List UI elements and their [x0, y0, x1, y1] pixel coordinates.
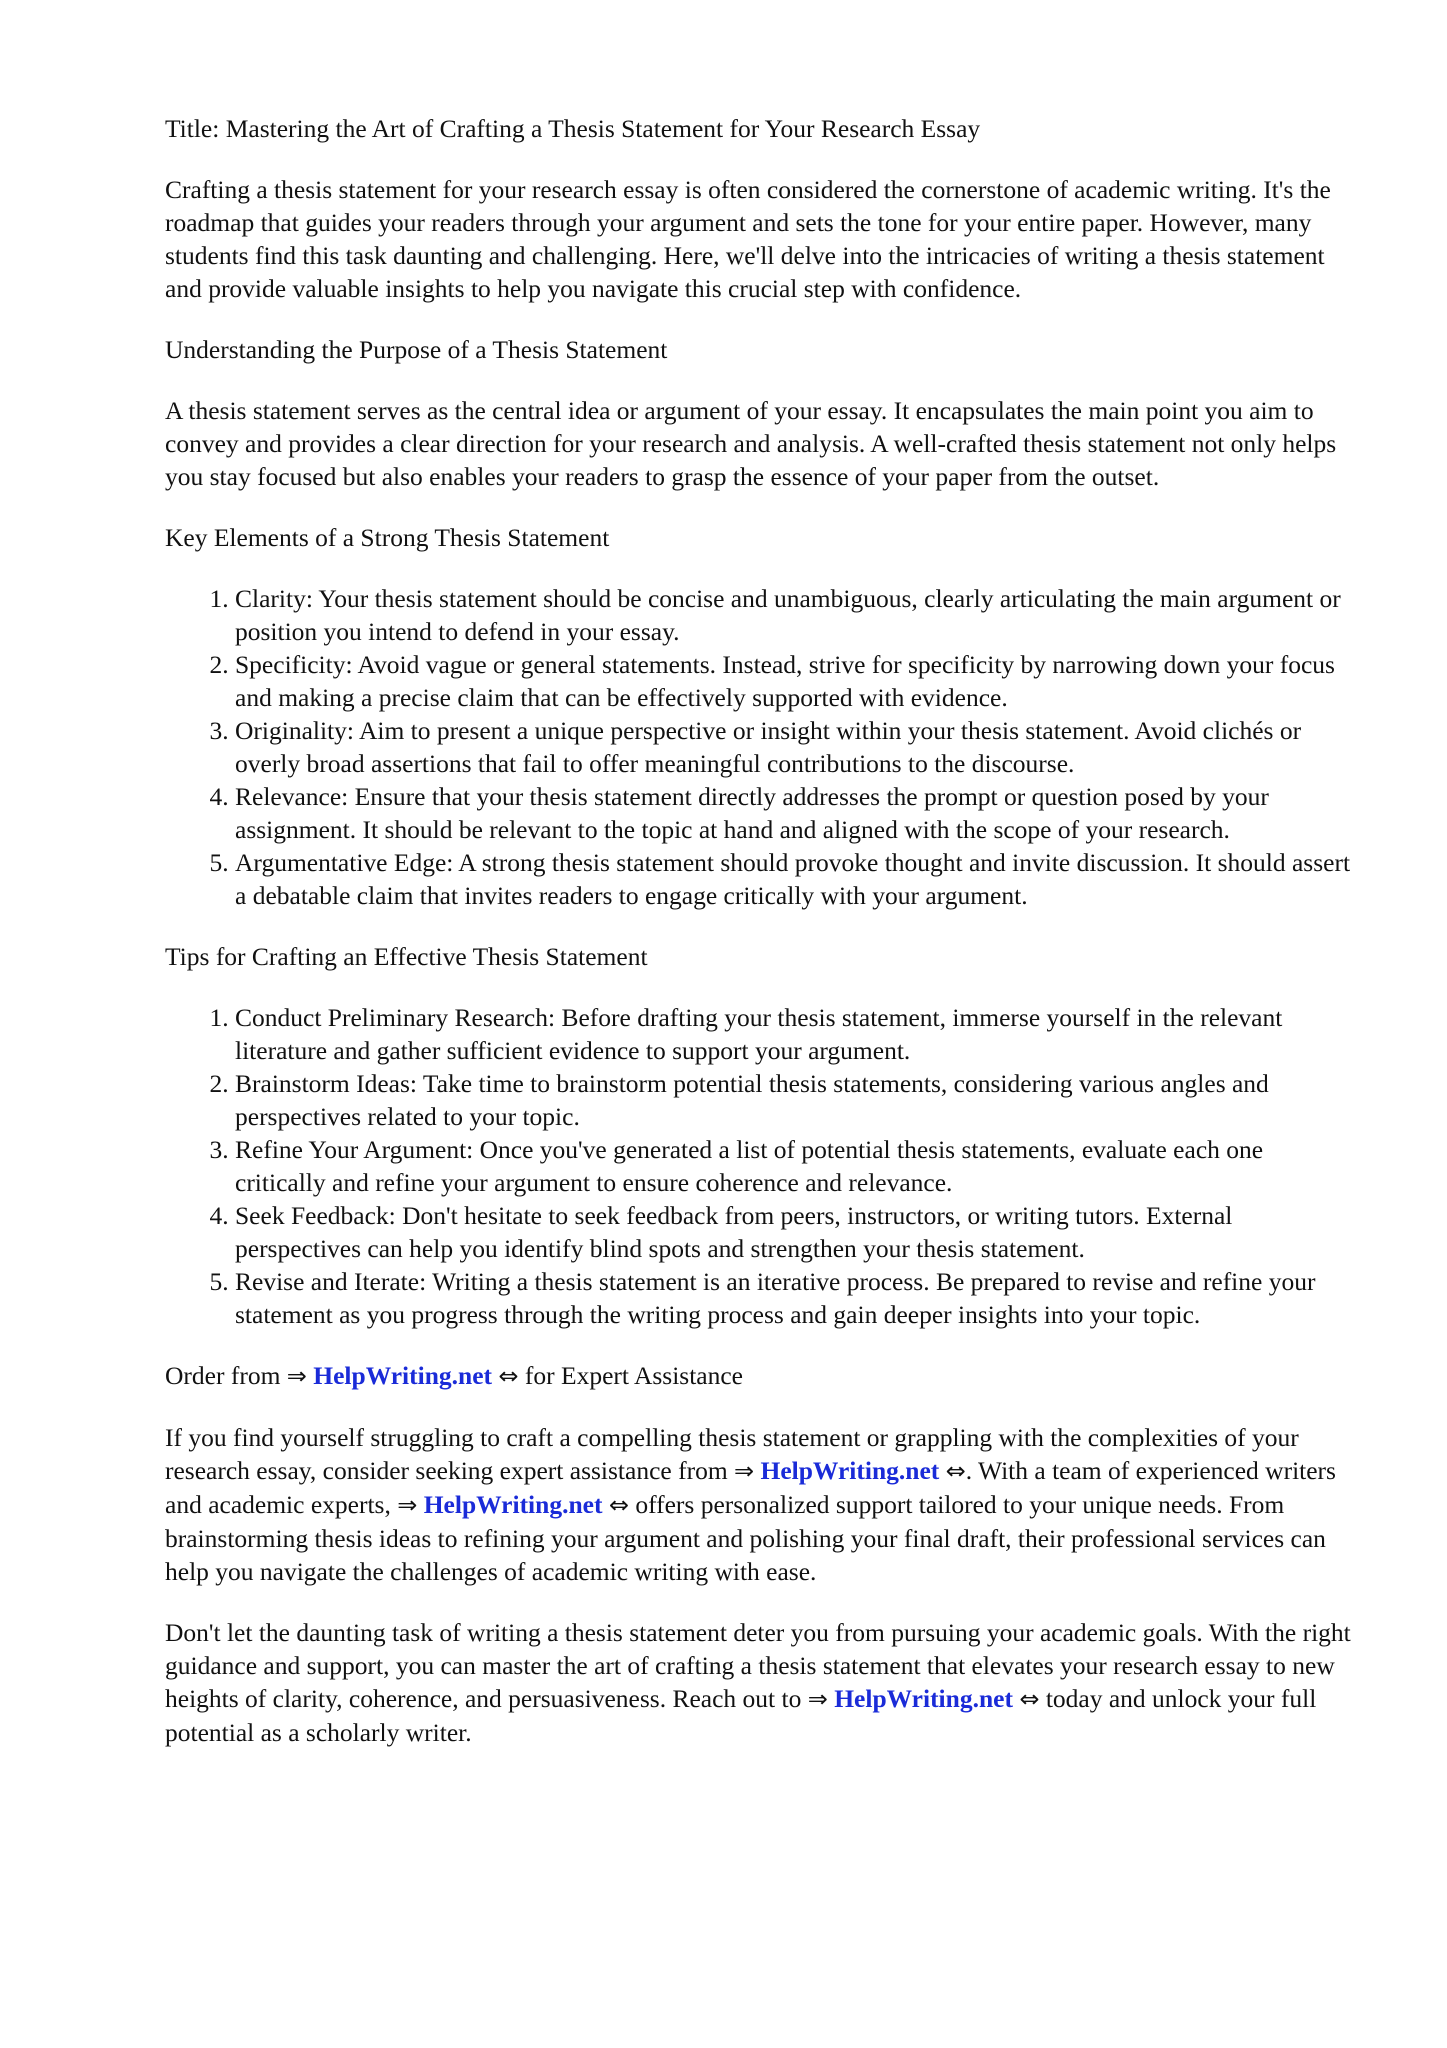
arrow-both-icon: ⇔ [498, 1362, 519, 1390]
purpose-heading: Understanding the Purpose of a Thesis Statement [165, 335, 668, 364]
list-item: 2. Brainstorm Ideas: Take time to brainstorm potential thesis statements, considering various angles and perspectives related to your topic. [235, 1067, 1355, 1133]
arrow-right-icon: ⇒ [734, 1457, 755, 1485]
arrow-right-icon: ⇒ [286, 1362, 307, 1390]
list-item: 5. Argumentative Edge: A strong thesis statement should provoke thought and invite discussion. It should assert a debatable claim that invites readers to engage critically with your argument. [235, 846, 1355, 912]
arrow-both-icon: ⇔ [1019, 1685, 1040, 1713]
list-item: 5. Revise and Iterate: Writing a thesis statement is an iterative process. Be prepared to revise and refine your statement as you progress through the writing process and gain deeper insights into your topic. [235, 1265, 1355, 1331]
elements-list [165, 582, 1355, 912]
intro-paragraph: Crafting a thesis statement for your research essay is often considered the cornerstone of academic writing. It's the roadmap that guides your readers through your argument and sets the tone for your entire paper. However, many students find this task daunting and challenging. Here, we'll delve into the intricacies of writing a thesis statement and provide valuable insights to help you navigate this crucial step with confidence. [165, 175, 1331, 303]
list-item: 4. Seek Feedback: Don't hesitate to seek feedback from peers, instructors, or writing tutors. External perspectives can help you identify blind spots and strengthen your thesis statement. [235, 1199, 1355, 1265]
assist-text-2: . With a team of experienced writers and academic experts, [165, 1456, 1336, 1519]
arrow-right-icon: ⇒ [397, 1491, 418, 1519]
list-item: 4. Relevance: Ensure that your thesis statement directly addresses the prompt or question posed by your assignment. It should be relevant to the topic at hand and aligned with the scope of your research. [235, 780, 1355, 846]
arrow-right-icon: ⇒ [807, 1685, 828, 1713]
closing-text-2: today and unlock your full potential as a scholarly writer. [165, 1684, 1317, 1747]
helpwriting-link[interactable]: HelpWriting.net [834, 1684, 1013, 1713]
tips-list [165, 1001, 1355, 1331]
list-item: 3. Originality: Aim to present a unique perspective or insight within your thesis statement. Avoid clichés or overly broad assertions that fail to offer meaningful contributions to the discourse. [235, 714, 1355, 780]
helpwriting-link[interactable]: HelpWriting.net [760, 1456, 940, 1485]
list-item: 1. Clarity: Your thesis statement should be concise and unambiguous, clearly articulating the main argument or position you intend to defend in your essay. [235, 582, 1355, 648]
order-suffix: for Expert Assistance [518, 1361, 743, 1390]
helpwriting-link[interactable]: HelpWriting.net [313, 1361, 493, 1390]
purpose-paragraph: A thesis statement serves as the central idea or argument of your essay. It encapsulates the main point you aim to convey and provides a clear direction for your research and analysis. A well-crafted thesis statement not only helps you stay focused but also enables your readers to grasp the essence of your paper from the outset. [165, 396, 1337, 491]
closing-text-1: Don't let the daunting task of writing a thesis statement deter you from pursuing your academic goals. With the right guidance and support, you can master the art of crafting a thesis statement that elevates your research essay to new heights of clarity, coherence, and persuasiveness. Reach out to [165, 1618, 1351, 1713]
document-page [165, 112, 1355, 1777]
elements-heading: Key Elements of a Strong Thesis Statement [165, 523, 610, 552]
list-item: 2. Specificity: Avoid vague or general statements. Instead, strive for specificity by narrowing down your focus and making a precise claim that can be effectively supported with evidence. [235, 648, 1355, 714]
list-item: 3. Refine Your Argument: Once you've generated a list of potential thesis statements, evaluate each one critically and refine your argument to ensure coherence and relevance. [235, 1133, 1355, 1199]
order-prefix: Order from [165, 1361, 287, 1390]
closing-paragraph [165, 1616, 1355, 1749]
assistance-paragraph [165, 1421, 1355, 1588]
helpwriting-link[interactable]: HelpWriting.net [423, 1490, 603, 1519]
tips-heading: Tips for Crafting an Effective Thesis Statement [165, 942, 648, 971]
list-item: 1. Conduct Preliminary Research: Before drafting your thesis statement, immerse yourself in the relevant literature and gather sufficient evidence to support your argument. [235, 1001, 1355, 1067]
order-heading [165, 1359, 1355, 1393]
assist-text-1: If you find yourself struggling to craft a compelling thesis statement or grappling with the complexities of your research essay, consider seeking expert assistance from [165, 1423, 1299, 1485]
arrow-both-icon: ⇔ [608, 1491, 629, 1519]
arrow-both-icon: ⇔ [945, 1457, 966, 1485]
document-title: Title: Mastering the Art of Crafting a Thesis Statement for Your Research Essay [165, 114, 981, 143]
assist-text-3: offers personalized support tailored to your unique needs. From brainstorming thesis ideas to refining your argument and polishing your final draft, their professional services can help you navigate the challenges of academic writing with ease. [165, 1490, 1326, 1586]
